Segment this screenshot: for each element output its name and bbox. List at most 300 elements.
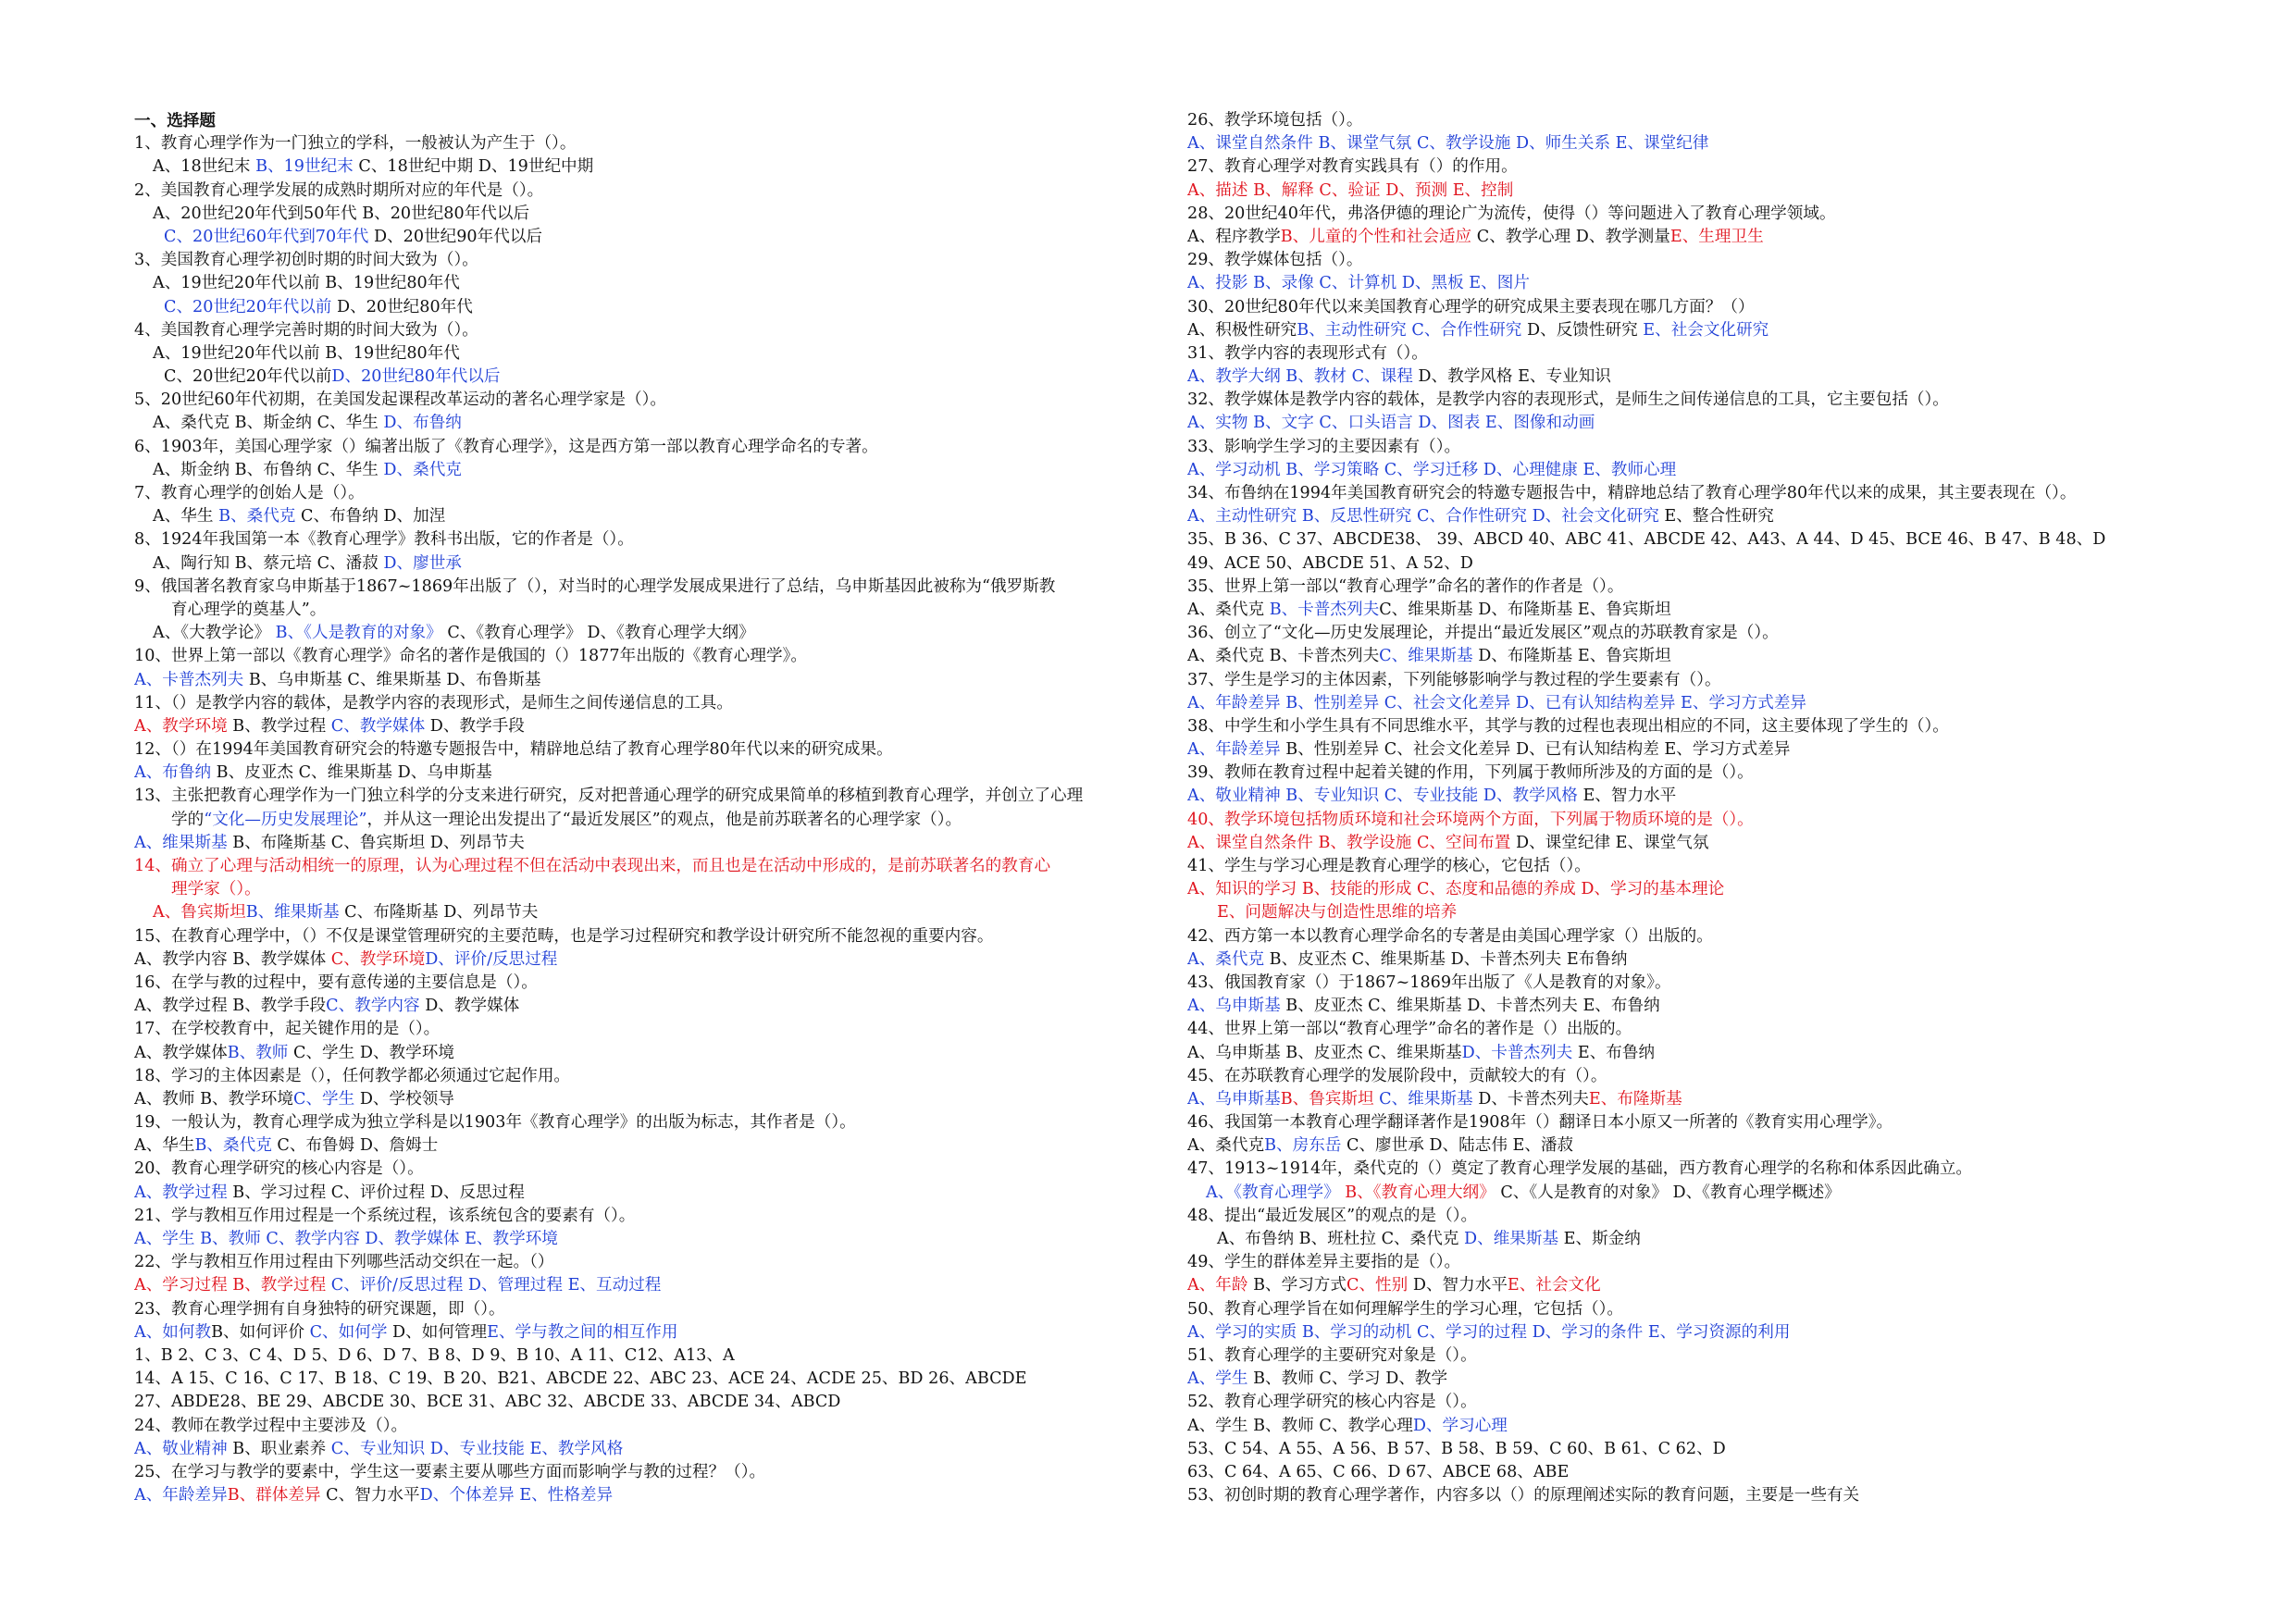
text-line — [134, 1321, 1143, 1344]
line-text: 29、教学媒体包括（）。 — [1187, 251, 1363, 270]
line-text: A、教师 B、教学环境 — [134, 1089, 293, 1109]
line-text: 31、教学内容的表现形式有（）。 — [1187, 343, 1428, 363]
text-line — [1187, 365, 2196, 389]
line-text: A、桑代克 B、卡普杰列夫 — [1187, 647, 1380, 666]
highlighted-answer-text: A、教学环境 — [134, 716, 228, 736]
line-text: B、皮亚杰 C、维果斯基 D、乌申斯基 — [211, 763, 492, 783]
line-text: 53、初创时期的教育心理学著作，内容多以（）的原理阐述实际的教育问题，主要是一些有关 — [1187, 1486, 1860, 1505]
line-text: A、19世纪20年代以前 B、19世纪80年代 — [153, 274, 460, 293]
text-line — [1187, 1391, 2196, 1414]
line-text: 10、世界上第一部以《教育心理学》命名的著作是俄国的（）1877年出版的《教育心理学》。 — [134, 647, 807, 666]
line-text: 25、在学习与教学的要素中，学生这一要素主要从哪些方面而影响学与教的过程？（）。 — [134, 1462, 766, 1481]
text-line — [134, 1111, 1143, 1134]
text-line — [134, 622, 1143, 645]
line-text: 3、美国教育心理学初创时期的时间大致为（）。 — [134, 251, 478, 270]
text-line — [134, 901, 1143, 924]
line-text: 6、1903年，美国心理学家（）编著出版了《教育心理学》，这是西方第一部以教育心理学命名的专著。 — [134, 437, 878, 456]
text-line — [134, 1228, 1143, 1251]
text-line — [134, 412, 1143, 435]
highlighted-answer-text: C、20世纪20年代以前 — [164, 297, 332, 316]
highlighted-answer-text: E、生理卫生 — [1669, 227, 1764, 246]
line-text: 46、我国第一本教育心理学翻译著作是1908年（）翻译日本小原又一所著的《教育实用心理学》。 — [1187, 1113, 1893, 1133]
text-line — [1187, 1111, 2196, 1134]
highlighted-answer-text: A、乌申斯基 — [1187, 1089, 1281, 1109]
highlighted-answer-text: D、维果斯基 — [1464, 1230, 1559, 1248]
line-text: 育心理学的奠基人”。 — [171, 600, 327, 619]
text-line — [1187, 505, 2196, 528]
line-text: 19、一般认为，教育心理学成为独立学科是以1903年《教育心理学》的出版为标志，其作者是（）。 — [134, 1113, 856, 1133]
line-text: E、整合性研究 — [1658, 507, 1774, 527]
text-line — [1187, 436, 2196, 459]
line-text: D、教学风格 E、专业知识 — [1412, 367, 1611, 387]
text-line — [134, 738, 1143, 762]
highlighted-answer-text: E、问题解决与创造性思维的培养 — [1217, 903, 1458, 923]
line-text: 63、C 64、A 65、C 66、D 67、ABCE 68、ABE — [1187, 1462, 1570, 1481]
highlighted-answer-text: D、学习心理 — [1412, 1416, 1508, 1435]
text-line — [1187, 482, 2196, 505]
line-text: A、教学过程 B、教学手段 — [134, 997, 327, 1016]
line-text: D、学校领导 — [354, 1089, 454, 1109]
text-line — [1187, 1274, 2196, 1297]
text-line — [1187, 645, 2196, 668]
highlighted-answer-text: A、学习过程 B、教学过程 — [134, 1276, 327, 1295]
text-line — [1187, 715, 2196, 738]
text-line — [134, 436, 1143, 459]
text-line — [134, 692, 1143, 715]
text-line — [1187, 901, 2196, 924]
line-text: 23、教育心理学拥有自身独特的研究课题，即（）。 — [134, 1299, 505, 1319]
highlighted-answer-text: A、课堂自然条件 B、课堂气氛 C、教学设施 D、师生关系 E、课堂纪律 — [1187, 134, 1709, 154]
highlighted-answer-text: A、教学过程 — [134, 1183, 228, 1202]
text-line — [1187, 226, 2196, 249]
text-line — [1187, 1344, 2196, 1368]
line-text: 22、学与教相互作用过程由下列哪些活动交织在一起。（） — [134, 1253, 554, 1272]
highlighted-answer-text: B、《教育心理大纲》 — [1345, 1183, 1496, 1202]
line-text: 49、ACE 50、ABCDE 51、A 52、D — [1187, 553, 1473, 573]
text-line — [1187, 1158, 2196, 1181]
line-text: B、学习方式 — [1247, 1276, 1347, 1295]
highlighted-answer-text: B、教师 — [227, 1043, 289, 1062]
line-text: 30、20世纪80年代以来美国教育心理学的研究成果主要表现在哪几方面？（） — [1187, 297, 1755, 316]
line-text: A、斯金纳 B、布鲁纳 C、华生 — [153, 460, 384, 479]
highlighted-answer-text: B、维果斯基 — [245, 903, 340, 923]
line-text: 47、1913~1914年，桑代克的（）奠定了教育心理学发展的基础，西方教育心理学的名称和体系因此确立。 — [1187, 1159, 1973, 1179]
text-line — [134, 715, 1143, 738]
highlighted-answer-text: A、鲁宾斯坦 — [153, 903, 246, 923]
text-line — [1187, 1228, 2196, 1251]
line-text: D、如何管理 — [387, 1322, 488, 1342]
line-text: A、华生 — [153, 507, 219, 527]
line-text: A、教学媒体 — [134, 1043, 228, 1062]
text-line — [1187, 762, 2196, 785]
line-text: A、桑代克 — [1187, 600, 1270, 619]
line-text: 39、教师在教育过程中起着关键的作用，下列属于教师所涉及的方面的是（）。 — [1187, 763, 1754, 783]
line-text: B、布隆斯基 C、鲁宾斯坦 D、列昂节夫 — [227, 833, 525, 852]
line-text: A、乌申斯基 B、皮亚杰 C、维果斯基 — [1187, 1043, 1462, 1062]
text-line — [1187, 995, 2196, 1018]
text-line — [1187, 1065, 2196, 1088]
highlighted-answer-text: A、描述 B、解释 C、验证 D、预测 E、控制 — [1187, 180, 1514, 200]
text-line — [134, 1484, 1143, 1507]
right-column — [1187, 109, 2196, 1507]
line-text: C、廖世承 D、陆志伟 E、潘菽 — [1341, 1136, 1574, 1156]
text-line — [1187, 878, 2196, 901]
highlighted-answer-text: C、教学环境 — [330, 949, 426, 969]
text-line — [1187, 669, 2196, 692]
text-line — [1187, 948, 2196, 972]
highlighted-answer-text: E、布隆斯基 — [1588, 1089, 1682, 1109]
line-text: B、学习过程 C、评价过程 D、反思过程 — [227, 1183, 525, 1202]
text-line — [1187, 925, 2196, 948]
line-text: A、程序教学 — [1187, 227, 1281, 246]
text-line — [1187, 1182, 2196, 1205]
line-text: A、20世纪20年代到50年代 B、20世纪80年代以后 — [153, 204, 530, 223]
highlighted-answer-text: A、敬业精神 — [134, 1439, 228, 1458]
text-line — [134, 528, 1143, 551]
line-text: B、乌申斯基 C、维果斯基 D、布鲁斯基 — [243, 670, 541, 689]
line-text: 18、学习的主体因素是（），任何教学都必须通过它起作用。 — [134, 1066, 571, 1085]
line-text: A、18世纪末 — [153, 157, 256, 177]
line-text: A、教学内容 B、教学媒体 — [134, 949, 331, 969]
highlighted-answer-text: A、年龄差异 B、性别差异 C、社会文化差异 D、已有认知结构差异 E、学习方式差异 — [1187, 693, 1807, 712]
highlighted-answer-text: D、个体差异 E、性格差异 — [419, 1486, 614, 1505]
line-text: A、布鲁纳 B、班杜拉 C、桑代克 — [1217, 1230, 1465, 1248]
line-text: C、18世纪中期 D、19世纪中期 — [358, 157, 594, 177]
line-text: E、斯金纳 — [1558, 1230, 1641, 1248]
text-line — [134, 925, 1143, 948]
highlighted-answer-text: E、学与教之间的相互作用 — [487, 1322, 678, 1342]
line-text: ，并从这一理论出发提出了“最近发展区”的观点，他是前苏联著名的心理学家（）。 — [366, 810, 962, 829]
text-line — [134, 1251, 1143, 1274]
left-column — [134, 109, 1143, 1507]
text-line — [1187, 109, 2196, 132]
highlighted-answer-text: “文化—历史发展理论” — [204, 810, 367, 829]
text-line — [134, 552, 1143, 576]
text-line — [1187, 1205, 2196, 1228]
highlighted-answer-text: A、年龄差异 — [1187, 740, 1281, 760]
text-line — [134, 878, 1143, 901]
text-line — [134, 1182, 1143, 1205]
line-text: D、布隆斯基 E、鲁宾斯坦 — [1472, 647, 1671, 666]
line-text: A、陶行知 B、蔡元培 C、潘菽 — [153, 553, 384, 573]
highlighted-answer-text: C、学生 — [292, 1089, 355, 1109]
line-text: 12、（）在1994年美国教育研究会的特邀专题报告中，精辟地总结了教育心理学80年代以来的研究成果。 — [134, 740, 893, 760]
highlighted-answer-text: D、布鲁纳 — [383, 414, 462, 433]
text-line — [134, 1344, 1143, 1368]
text-line — [1187, 1134, 2196, 1158]
text-line — [1187, 296, 2196, 319]
line-text: 44、世界上第一部以“教育心理学”命名的著作是（）出版的。 — [1187, 1020, 1632, 1039]
text-line — [1187, 155, 2196, 179]
text-line — [1187, 832, 2196, 855]
text-line — [134, 319, 1143, 342]
text-line — [1187, 1484, 2196, 1507]
line-text: 16、在学与教的过程中，要有意传递的主要信息是（）。 — [134, 973, 538, 992]
line-text: D、教学媒体 — [419, 997, 520, 1016]
highlighted-answer-text: A、教学大纲 B、教材 C、课程 — [1187, 367, 1413, 387]
text-line — [1187, 1298, 2196, 1321]
line-text: 27、ABDE28、BE 29、ABCDE 30、BCE 31、ABC 32、ABCDE 33、ABCDE 34、ABCD — [134, 1393, 841, 1412]
text-line — [1187, 785, 2196, 808]
text-line — [1187, 1461, 2196, 1484]
line-text: 21、学与教相互作用过程是一个系统过程，该系统包含的要素有（）。 — [134, 1206, 636, 1225]
text-line — [1187, 855, 2196, 878]
line-text: 41、学生与学习心理是教育心理学的核心，它包括（）。 — [1187, 857, 1591, 875]
line-text: 9、俄国著名教育家乌申斯基于1867~1869年出版了（），对当时的心理学发展成果进行了总结，乌申斯基因此被称为“俄罗斯教 — [134, 576, 1056, 596]
line-text: 11、（）是教学内容的载体，是教学内容的表现形式，是师生之间传递信息的工具。 — [134, 693, 733, 712]
text-line — [134, 1065, 1143, 1088]
line-text: D、智力水平 — [1408, 1276, 1508, 1295]
line-text: C、《教育心理学》 D、《教育心理学大纲》 — [441, 624, 755, 643]
text-line — [134, 1088, 1143, 1111]
highlighted-answer-text: A、年龄 — [1187, 1276, 1248, 1295]
line-text: B、如何评价 — [211, 1322, 310, 1342]
text-line — [1187, 576, 2196, 599]
line-text: A、《大教学论》 — [153, 624, 276, 643]
line-text: A、华生 — [134, 1136, 195, 1156]
line-text: A、桑代克 B、斯金纳 C、华生 — [153, 414, 384, 433]
text-line — [134, 180, 1143, 203]
line-text: B、皮亚杰 C、维果斯基 D、卡普杰列夫 E、布鲁纳 — [1280, 997, 1660, 1016]
line-text: C、20世纪20年代以前 — [164, 367, 332, 387]
highlighted-answer-text: C、评价/反思过程 D、管理过程 E、互动过程 — [326, 1276, 662, 1295]
line-text: 52、教育心理学研究的核心内容是（）。 — [1187, 1393, 1477, 1412]
highlighted-answer-text: C、教学内容 — [326, 997, 420, 1016]
line-text: 48、提出“最近发展区”的观点的是（）。 — [1187, 1206, 1478, 1225]
highlighted-answer-text: B、19世纪末 — [255, 157, 359, 177]
line-text: B、教学过程 — [227, 716, 331, 736]
line-text: D、20世纪90年代以后 — [368, 227, 543, 246]
text-line — [1187, 412, 2196, 435]
text-line — [1187, 1251, 2196, 1274]
highlighted-answer-text: A、投影 B、录像 C、计算机 D、黑板 E、图片 — [1187, 274, 1530, 293]
line-text: 33、影响学生学习的主要因素有（）。 — [1187, 437, 1461, 456]
line-text: 7、教育心理学的创始人是（）。 — [134, 484, 365, 502]
highlighted-answer-text: 理学家（）。 — [171, 880, 261, 899]
highlighted-answer-text: A、布鲁纳 — [134, 763, 212, 783]
line-text: 8、1924年我国第一本《教育心理学》教科书出版，它的作者是（）。 — [134, 530, 634, 550]
highlighted-answer-text: E、社会文化研究 — [1643, 320, 1769, 340]
highlighted-answer-text: B、桑代克 — [194, 1136, 272, 1156]
text-line — [134, 972, 1143, 995]
text-line — [134, 1438, 1143, 1461]
line-text: 49、学生的群体差异主要指的是（）。 — [1187, 1253, 1461, 1272]
highlighted-answer-text: B、桑代克 — [218, 507, 296, 527]
text-line — [1187, 132, 2196, 155]
text-line — [1187, 738, 2196, 762]
text-line — [134, 809, 1143, 832]
text-line — [134, 762, 1143, 785]
text-line — [1187, 809, 2196, 832]
highlighted-answer-text: C、教学媒体 — [330, 716, 426, 736]
text-line — [1187, 1018, 2196, 1041]
text-line — [134, 132, 1143, 155]
line-text: 28、20世纪40年代，弗洛伊德的理论广为流传，使得（）等问题进入了教育心理学领域。 — [1187, 204, 1836, 223]
highlighted-answer-text: B、主动性研究 C、合作性研究 — [1297, 320, 1522, 340]
text-line — [1187, 1042, 2196, 1065]
highlighted-answer-text: B、儿童的个性和社会适应 — [1280, 227, 1472, 246]
line-text: A、学生 B、教师 C、教学心理 — [1187, 1416, 1413, 1435]
line-text: 53、C 54、A 55、A 56、B 57、B 58、B 59、C 60、B 61、C 62、D — [1187, 1439, 1726, 1458]
line-text: 32、教学媒体是教学内容的载体，是教学内容的表现形式，是师生之间传递信息的工具，它主要包括（）。 — [1187, 390, 1949, 410]
line-text: E、智力水平 — [1577, 787, 1677, 806]
line-text: D、教学手段 — [425, 716, 525, 736]
line-text: 1、教育心理学作为一门独立的学科，一般被认为产生于（）。 — [134, 134, 577, 154]
text-line — [134, 832, 1143, 855]
text-line — [1187, 972, 2196, 995]
text-line — [1187, 1088, 2196, 1111]
highlighted-answer-text: A、《教育心理学》 — [1206, 1183, 1340, 1202]
line-text: 14、A 15、C 16、C 17、B 18、C 19、B 20、B21、ABCDE 22、ABC 23、ACE 24、ACDE 25、BD 26、ABCDE — [134, 1369, 1027, 1389]
text-line — [134, 226, 1143, 249]
text-line — [1187, 272, 2196, 295]
text-line — [134, 1205, 1143, 1228]
text-line — [134, 855, 1143, 878]
highlighted-answer-text: A、学习的实质 B、学习的动机 C、学习的过程 D、学习的条件 E、学习资源的利用 — [1187, 1322, 1791, 1342]
text-line — [134, 1368, 1143, 1391]
highlighted-answer-text: A、学生 B、教师 C、教学内容 D、教学媒体 E、教学环境 — [134, 1230, 558, 1248]
highlighted-answer-text: D、桑代克 — [383, 460, 462, 479]
text-line — [1187, 692, 2196, 715]
line-text: C、智力水平 — [320, 1486, 420, 1505]
text-line — [134, 459, 1143, 482]
line-text: E、布鲁纳 — [1572, 1043, 1656, 1062]
text-line — [134, 645, 1143, 668]
highlighted-answer-text: D、评价/反思过程 — [425, 949, 558, 969]
text-line — [1187, 1438, 2196, 1461]
highlighted-answer-text: A、维果斯基 — [134, 833, 228, 852]
line-text: 35、B 36、C 37、ABCDE38、 39、ABCD 40、ABC 41、ABCDE 42、A43、A 44、D 45、BCE 46、B 47、B 48、D — [1187, 530, 2106, 550]
line-text: 1、B 2、C 3、C 4、D 5、D 6、D 7、B 8、D 9、B 10、A 11、C12、A13、A — [134, 1345, 735, 1365]
line-text: C、学生 D、教学环境 — [288, 1043, 454, 1062]
text-line — [134, 995, 1143, 1018]
line-text: 35、世界上第一部以“教育心理学”命名的著作的作者是（）。 — [1187, 576, 1624, 596]
text-line — [1187, 203, 2196, 226]
line-text: 26、教学环境包括（）。 — [1187, 111, 1363, 130]
line-text: B、教师 C、学习 D、教学 — [1247, 1369, 1448, 1389]
text-line — [134, 669, 1143, 692]
highlighted-answer-text: E、社会文化 — [1507, 1276, 1601, 1295]
line-text: 43、俄国教育家（）于1867~1869年出版了《人是教育的对象》。 — [1187, 973, 1671, 992]
line-text: 4、美国教育心理学完善时期的时间大致为（）。 — [134, 320, 478, 340]
highlighted-answer-text: A、课堂自然条件 B、教学设施 C、空间布置 — [1187, 833, 1511, 852]
line-text: C、《人是教育的对象》 D、《教育心理学概述》 — [1495, 1183, 1841, 1202]
line-text: 38、中学生和小学生具有不同思维水平，其学与教的过程也表现出相应的不同，这主要体现了学生的（）。 — [1187, 716, 1949, 736]
line-text: 37、学生是学习的主体因素，下列能够影响学与教过程的学生要素有（）。 — [1187, 670, 1721, 689]
line-text: 24、教师在教学过程中主要涉及（）。 — [134, 1416, 408, 1435]
line-text: C、布隆斯基 D、列昂节夫 — [339, 903, 539, 923]
highlighted-answer-text: 40、教学环境包括物质环境和社会环境两个方面，下列属于物质环境的是（）。 — [1187, 810, 1754, 829]
line-text: 45、在苏联教育心理学的发展阶段中，贡献较大的有（）。 — [1187, 1066, 1607, 1085]
text-line — [1187, 599, 2196, 622]
highlighted-answer-text: C、维果斯基 — [1373, 1089, 1473, 1109]
text-line — [1187, 552, 2196, 576]
highlighted-answer-text: A、学习动机 B、学习策略 C、学习迁移 D、心理健康 E、教师心理 — [1187, 460, 1677, 479]
highlighted-answer-text: D、卡普杰列夫 — [1461, 1043, 1573, 1062]
text-line — [134, 155, 1143, 179]
highlighted-answer-text: A、主动性研究 B、反思性研究 C、合作性研究 D、社会文化研究 — [1187, 507, 1659, 527]
text-line — [134, 365, 1143, 389]
highlighted-answer-text: C、专业知识 D、专业技能 E、教学风格 — [330, 1439, 624, 1458]
highlighted-answer-text: B、房东岳 — [1264, 1136, 1342, 1156]
text-line — [134, 296, 1143, 319]
line-text: C、教学心理 D、教学测量 — [1471, 227, 1670, 246]
highlighted-answer-text: A、年龄差异 — [134, 1486, 228, 1505]
text-line — [134, 1298, 1143, 1321]
text-line — [134, 1042, 1143, 1065]
line-text: 42、西方第一本以教育心理学命名的专著是由美国心理学家（）出版的。 — [1187, 926, 1713, 946]
line-text: D、20世纪80年代 — [331, 297, 473, 316]
text-line — [1187, 1368, 2196, 1391]
text-line — [134, 948, 1143, 972]
text-line — [134, 505, 1143, 528]
line-text: D、反馈性研究 — [1521, 320, 1644, 340]
line-text: 34、布鲁纳在1994年美国教育研究会的特邀专题报告中，精辟地总结了教育心理学80年代以来的成果，其主要表现在（）。 — [1187, 484, 2077, 502]
highlighted-answer-text: C、性别 — [1347, 1276, 1409, 1295]
line-text: C、布鲁纳 D、加涅 — [295, 507, 446, 527]
text-line — [134, 109, 1143, 132]
line-text: 27、教育心理学对教育实践具有（）的作用。 — [1187, 157, 1518, 177]
highlighted-answer-text: A、卡普杰列夫 — [134, 670, 244, 689]
text-line — [134, 1461, 1143, 1484]
highlighted-answer-text: B、群体差异 — [227, 1486, 321, 1505]
text-line — [134, 785, 1143, 808]
line-text: D、课堂纪律 E、课堂气氛 — [1510, 833, 1709, 852]
line-text: B、性别差异 C、社会文化差异 D、已有认知结构差 E、学习方式差异 — [1280, 740, 1791, 760]
highlighted-answer-text: A、乌申斯基 — [1187, 997, 1281, 1016]
line-text: B、皮亚杰 C、维果斯基 D、卡普杰列夫 E布鲁纳 — [1264, 949, 1628, 969]
highlighted-answer-text: C、如何学 — [309, 1322, 388, 1342]
text-line — [134, 1158, 1143, 1181]
line-text: 2、美国教育心理学发展的成熟时期所对应的年代是（）。 — [134, 180, 544, 200]
text-line — [134, 576, 1143, 599]
line-text: A、桑代克 — [1187, 1136, 1265, 1156]
highlighted-answer-text: D、20世纪80年代以后 — [331, 367, 501, 387]
highlighted-answer-text: B、鲁宾斯坦 — [1280, 1089, 1374, 1109]
text-line — [134, 272, 1143, 295]
line-text: D、卡普杰列夫 — [1472, 1089, 1589, 1109]
text-line — [134, 599, 1143, 622]
text-line — [134, 342, 1143, 365]
line-text: 15、在教育心理学中，（）不仅是课堂管理研究的主要范畴，也是学习过程研究和教学设计研究所不能忽视的重要内容。 — [134, 926, 994, 946]
text-line — [1187, 459, 2196, 482]
text-line — [134, 1415, 1143, 1438]
highlighted-answer-text: 14、确立了心理与活动相统一的原理，认为心理过程不但在活动中表现出来，而且也是在活动中形成的，是前苏联著名的教育心 — [134, 857, 1051, 875]
text-line — [1187, 1321, 2196, 1344]
text-line — [1187, 180, 2196, 203]
highlighted-answer-text: B、卡普杰列夫 — [1269, 600, 1380, 619]
text-line — [134, 1018, 1143, 1041]
highlighted-answer-text: A、敬业精神 B、专业知识 C、专业技能 D、教学风格 — [1187, 787, 1578, 806]
line-text: C、维果斯基 D、布隆斯基 E、鲁宾斯坦 — [1379, 600, 1671, 619]
line-text: 51、教育心理学的主要研究对象是（）。 — [1187, 1345, 1477, 1365]
line-text: A、积极性研究 — [1187, 320, 1297, 340]
line-text: 17、在学校教育中，起关键作用的是（）。 — [134, 1020, 441, 1039]
highlighted-answer-text: A、如何教 — [134, 1322, 212, 1342]
text-line — [1187, 342, 2196, 365]
highlighted-answer-text: A、学生 — [1187, 1369, 1248, 1389]
line-text: 20、教育心理学研究的核心内容是（）。 — [134, 1159, 424, 1179]
highlighted-answer-text: C、20世纪60年代到70年代 — [164, 227, 369, 246]
line-text: 5、20世纪60年代初期，在美国发起课程改革运动的著名心理学家是（）。 — [134, 390, 666, 410]
line-text: 13、主张把教育心理学作为一门独立科学的分支来进行研究，反对把普通心理学的研究成果简单的移植到教育心理学，并创立了心理 — [134, 787, 1084, 806]
text-line — [134, 389, 1143, 412]
line-text: 50、教育心理学旨在如何理解学生的学习心理，它包括（）。 — [1187, 1299, 1624, 1319]
text-line — [134, 1274, 1143, 1297]
highlighted-answer-text: A、实物 B、文字 C、口头语言 D、图表 E、图像和动画 — [1187, 414, 1595, 433]
line-text: 36、创立了“文化—历史发展理论，并提出“最近发展区”观点的苏联教育家是（）。 — [1187, 624, 1779, 643]
text-line — [134, 203, 1143, 226]
